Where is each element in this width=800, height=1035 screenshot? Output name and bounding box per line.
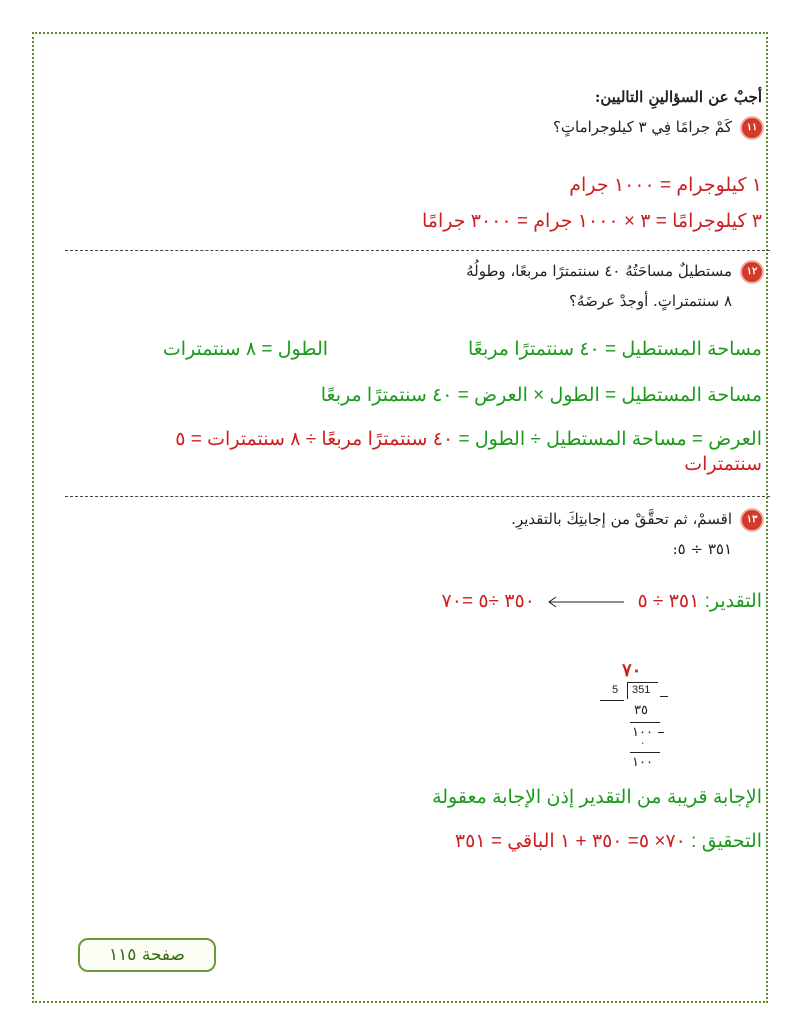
section-divider <box>65 250 770 251</box>
division-dividend: 351 <box>632 684 651 696</box>
question-12 <box>466 262 762 282</box>
verification <box>455 830 762 853</box>
estimate-from: ٣٥١ ÷ ٥ <box>637 591 700 612</box>
division-problem: ٣٥١ ÷ ٥: <box>672 540 732 558</box>
conclusion: الإجابة قريبة من التقدير إذن الإجابة معقولة <box>432 787 762 808</box>
division-divisor: 5 <box>612 684 619 696</box>
verification-text: ٧٠× ٥= ٣٥٠ + ١ الباقي = ٣٥١ <box>454 831 686 852</box>
width-formula: العرض = مساحة المستطيل ÷ الطول = <box>458 429 762 450</box>
question-number-badge: ١٢ <box>742 262 762 282</box>
question-text-line-1: مستطيلٌ مساحَتُهُ ٤٠ سنتمترًا مربعًا، وطولُهُ <box>466 262 732 280</box>
instructions-header: أجبْ عن السؤالينِ التاليين: <box>594 88 762 106</box>
given-area: مساحة المستطيل = ٤٠ سنتمترًا مربعًا <box>468 339 762 360</box>
given-length: الطول = ٨ سنتمترات <box>162 339 329 360</box>
question-number-badge: ١٣ <box>742 510 762 530</box>
minus-sign <box>658 732 664 733</box>
division-step-2: ١٠٠ <box>632 724 653 739</box>
estimate-line <box>442 590 762 613</box>
width-value: ٤٠ سنتمترًا مربعًا ÷ ٨ سنتمترات = ٥ <box>175 429 454 450</box>
division-step-4: ١٠٠ <box>632 754 653 769</box>
question-text: اقسمْ، ثم تحقَّقْ من إجابتِكَ بالتقديرِ. <box>511 510 732 528</box>
given-values <box>163 338 762 361</box>
division-rule <box>630 722 660 723</box>
division-quotient: ٧٠ <box>622 660 642 680</box>
question-11 <box>553 118 762 138</box>
question-number-badge: ١١ <box>742 118 762 138</box>
estimate-result: ٣٥٠ ÷٥ =٧٠ <box>441 591 535 612</box>
answer-11-line-1: ١ كيلوجرام = ١٠٠٠ جرام <box>569 175 762 196</box>
answer-11-line-2: ٣ كيلوجرامًا = ٣ × ١٠٠٠ جرام = ٣٠٠٠ جرامًا <box>421 211 762 232</box>
division-step-3: ٠ <box>640 738 646 749</box>
minus-sign <box>660 696 668 697</box>
section-divider <box>65 496 770 497</box>
page-number: صفحة ١١٥ <box>78 938 216 972</box>
long-division <box>600 660 680 770</box>
question-text: كَمْ جرامًا فِي ٣ كيلوجراماتٍ؟ <box>552 118 732 136</box>
division-rule <box>600 700 624 701</box>
verification-label: التحقيق : <box>691 831 762 852</box>
area-formula <box>321 384 762 407</box>
area-formula-text: مساحة المستطيل = الطول × العرض = ٤٠ سنتمترًا مربعًا <box>320 385 762 406</box>
question-13 <box>511 510 762 530</box>
width-unit: سنتمترات <box>684 454 762 475</box>
division-step-1: ٣٥ <box>634 702 648 717</box>
arrow-left-icon <box>546 595 626 609</box>
question-text-line-2: ٨ سنتمتراتٍ. أوجدْ عرضَهُ؟ <box>568 292 732 310</box>
estimate-label: التقدير: <box>704 591 762 612</box>
width-calculation <box>175 428 762 451</box>
division-rule <box>630 752 660 753</box>
